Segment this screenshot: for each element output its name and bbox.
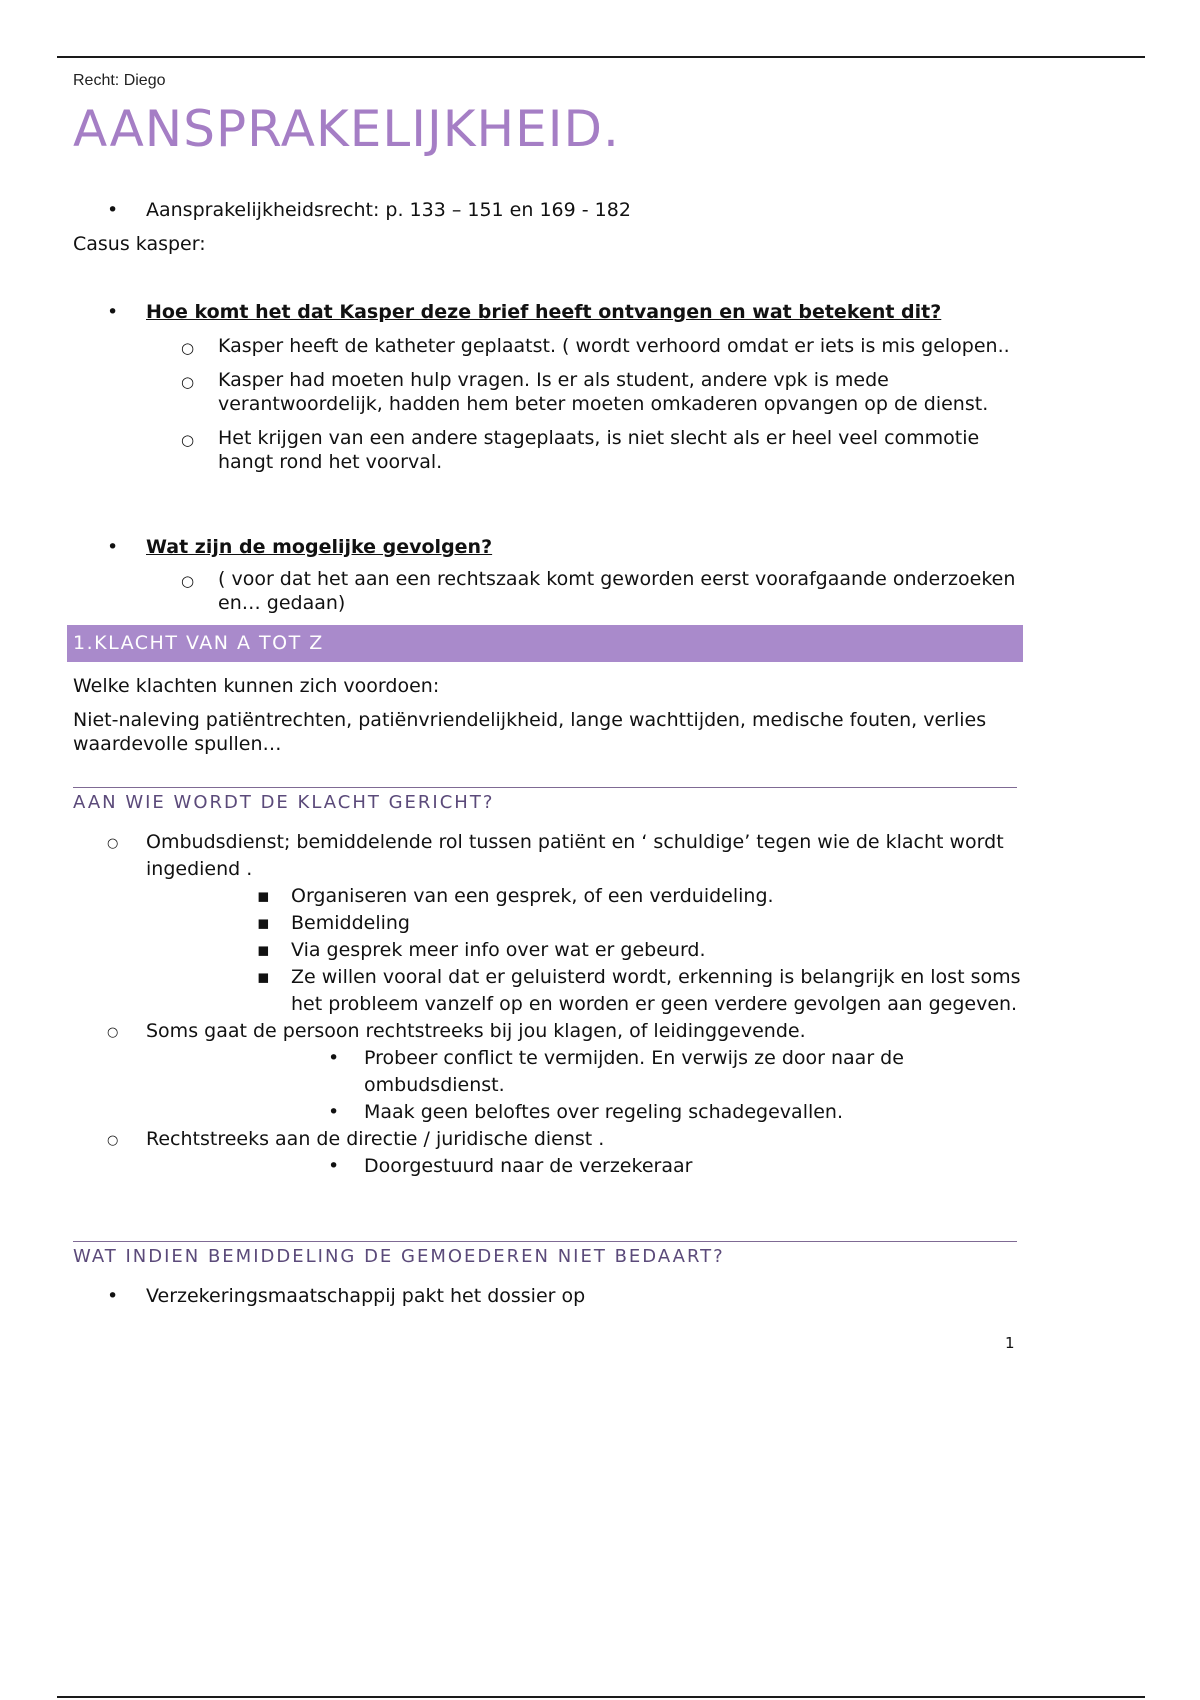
list-item [73, 1018, 1023, 1045]
square-bullet-icon: ▪ [257, 912, 270, 934]
list-item [73, 1126, 1023, 1153]
subsection-1 [73, 787, 1023, 813]
page-number: 1 [1005, 1334, 1015, 1352]
sub-list-item-text: Doorgestuurd naar de verzekeraar [364, 1155, 693, 1177]
page-title: AANSPRAKELIJKHEID. [73, 100, 620, 158]
sub-list-item-text: Bemiddeling [291, 912, 410, 934]
document-page [73, 72, 1023, 171]
square-bullet-icon: ▪ [257, 966, 270, 988]
bullet-icon: • [107, 301, 119, 323]
question-text: Hoe komt het dat Kasper deze brief heeft ontvangen en wat betekent dit? [146, 301, 942, 323]
list-item-text: Rechtstreeks aan de directie / juridische dienst . [146, 1128, 605, 1150]
list-item-text: Verzekeringsmaatschappij pakt het dossier op [146, 1285, 586, 1307]
list-item-text: Soms gaat de persoon rechtstreeks bij jou klagen, of leidinggevende. [146, 1020, 806, 1042]
bullet-icon: • [107, 199, 119, 221]
sub-list-item [73, 883, 1023, 910]
sub-list-item [73, 1099, 1023, 1126]
sub-list-item [73, 910, 1023, 937]
bullet-icon: • [107, 1285, 119, 1307]
list-item-text: Aansprakelijkheidsrecht: p. 133 – 151 en 169 - 182 [146, 199, 631, 221]
answer-item [73, 426, 1023, 474]
sub-list-item [73, 1153, 1023, 1180]
subsection-rule [73, 1241, 1017, 1242]
bullet-icon: • [328, 1101, 340, 1123]
square-bullet-icon: ▪ [257, 885, 270, 907]
bullet-icon: • [107, 536, 119, 558]
question-item [73, 300, 1023, 324]
circle-bullet-icon: ○ [181, 373, 195, 391]
answer-text: Kasper heeft de katheter geplaatst. ( wordt verhoord omdat er iets is mis gelopen.. [218, 335, 1010, 357]
sub-list-item-text: Maak geen beloftes over regeling schadegevallen. [364, 1101, 844, 1123]
casus-label: Casus kasper: [73, 233, 206, 255]
sub-list-item [73, 937, 1023, 964]
section1-body [73, 674, 1023, 756]
circle-bullet-icon: ○ [107, 836, 119, 851]
sub-list-item [73, 1045, 1023, 1099]
intro-block [73, 198, 1023, 256]
circle-bullet-icon: ○ [181, 572, 195, 590]
top-rule [57, 56, 1145, 58]
bullet-icon: • [328, 1155, 340, 1177]
sub-list-item-text: Organiseren van een gesprek, of een verduideling. [291, 885, 774, 907]
section-heading-banner: 1.KLACHT VAN A TOT Z [67, 625, 1023, 662]
circle-bullet-icon: ○ [107, 1133, 119, 1148]
list-item [73, 829, 1023, 883]
answer-item [73, 334, 1023, 358]
page-header: Recht: Diego [73, 72, 166, 89]
circle-bullet-icon: ○ [181, 339, 195, 357]
sub-list-item-text: Ze willen vooral dat er geluisterd wordt, erkenning is belangrijk en lost soms het probleem vanzelf op en worden er geen verdere gevolgen aan gegeven. [291, 966, 1021, 1015]
answer-item [73, 368, 1023, 416]
subsection-heading: WAT INDIEN BEMIDDELING DE GEMOEDEREN NIET BEDAART? [73, 1246, 725, 1267]
question-block-1 [73, 300, 1023, 474]
list-item [73, 198, 1023, 222]
circle-bullet-icon: ○ [181, 431, 195, 449]
sub-list-item-text: Via gesprek meer info over wat er gebeurd. [291, 939, 706, 961]
circle-bullet-icon: ○ [107, 1025, 119, 1040]
subsection1-list [73, 829, 1023, 1180]
question-text: Wat zijn de mogelijke gevolgen? [146, 536, 493, 558]
subsection-2 [73, 1241, 1023, 1267]
sub-list-item [73, 964, 1023, 1018]
question-block-2 [73, 535, 1023, 615]
list-item-text: Ombudsdienst; bemiddelende rol tussen patiënt en ‘ schuldige’ tegen wie de klacht wordt ingediend . [146, 831, 1004, 880]
section1-answer: Niet-naleving patiëntrechten, patiënvriendelijkheid, lange wachttijden, medische fouten, verlies waardevolle spullen… [73, 709, 987, 755]
answer-text: Kasper had moeten hulp vragen. Is er als student, andere vpk is mede verantwoordelijk, hadden hem beter moeten omkaderen opvangen op de dienst. [218, 369, 989, 415]
bottom-rule [57, 1696, 1145, 1698]
subsection2-list [73, 1284, 1023, 1308]
subsection-rule [73, 787, 1017, 788]
subsection-heading: AAN WIE WORDT DE KLACHT GERICHT? [73, 792, 495, 813]
list-item [73, 1284, 1023, 1308]
question-item [73, 535, 1023, 559]
answer-text: ( voor dat het aan een rechtszaak komt geworden eerst voorafgaande onderzoeken en… gedaan) [218, 568, 1016, 614]
answer-item [73, 567, 1023, 615]
answer-text: Het krijgen van een andere stageplaats, is niet slecht als er heel veel commotie hangt rond het voorval. [218, 427, 980, 473]
sub-list-item-text: Probeer conflict te vermijden. En verwijs ze door naar de ombudsdienst. [364, 1047, 904, 1096]
section1-question: Welke klachten kunnen zich voordoen: [73, 675, 440, 697]
square-bullet-icon: ▪ [257, 939, 270, 961]
bullet-icon: • [328, 1047, 340, 1069]
